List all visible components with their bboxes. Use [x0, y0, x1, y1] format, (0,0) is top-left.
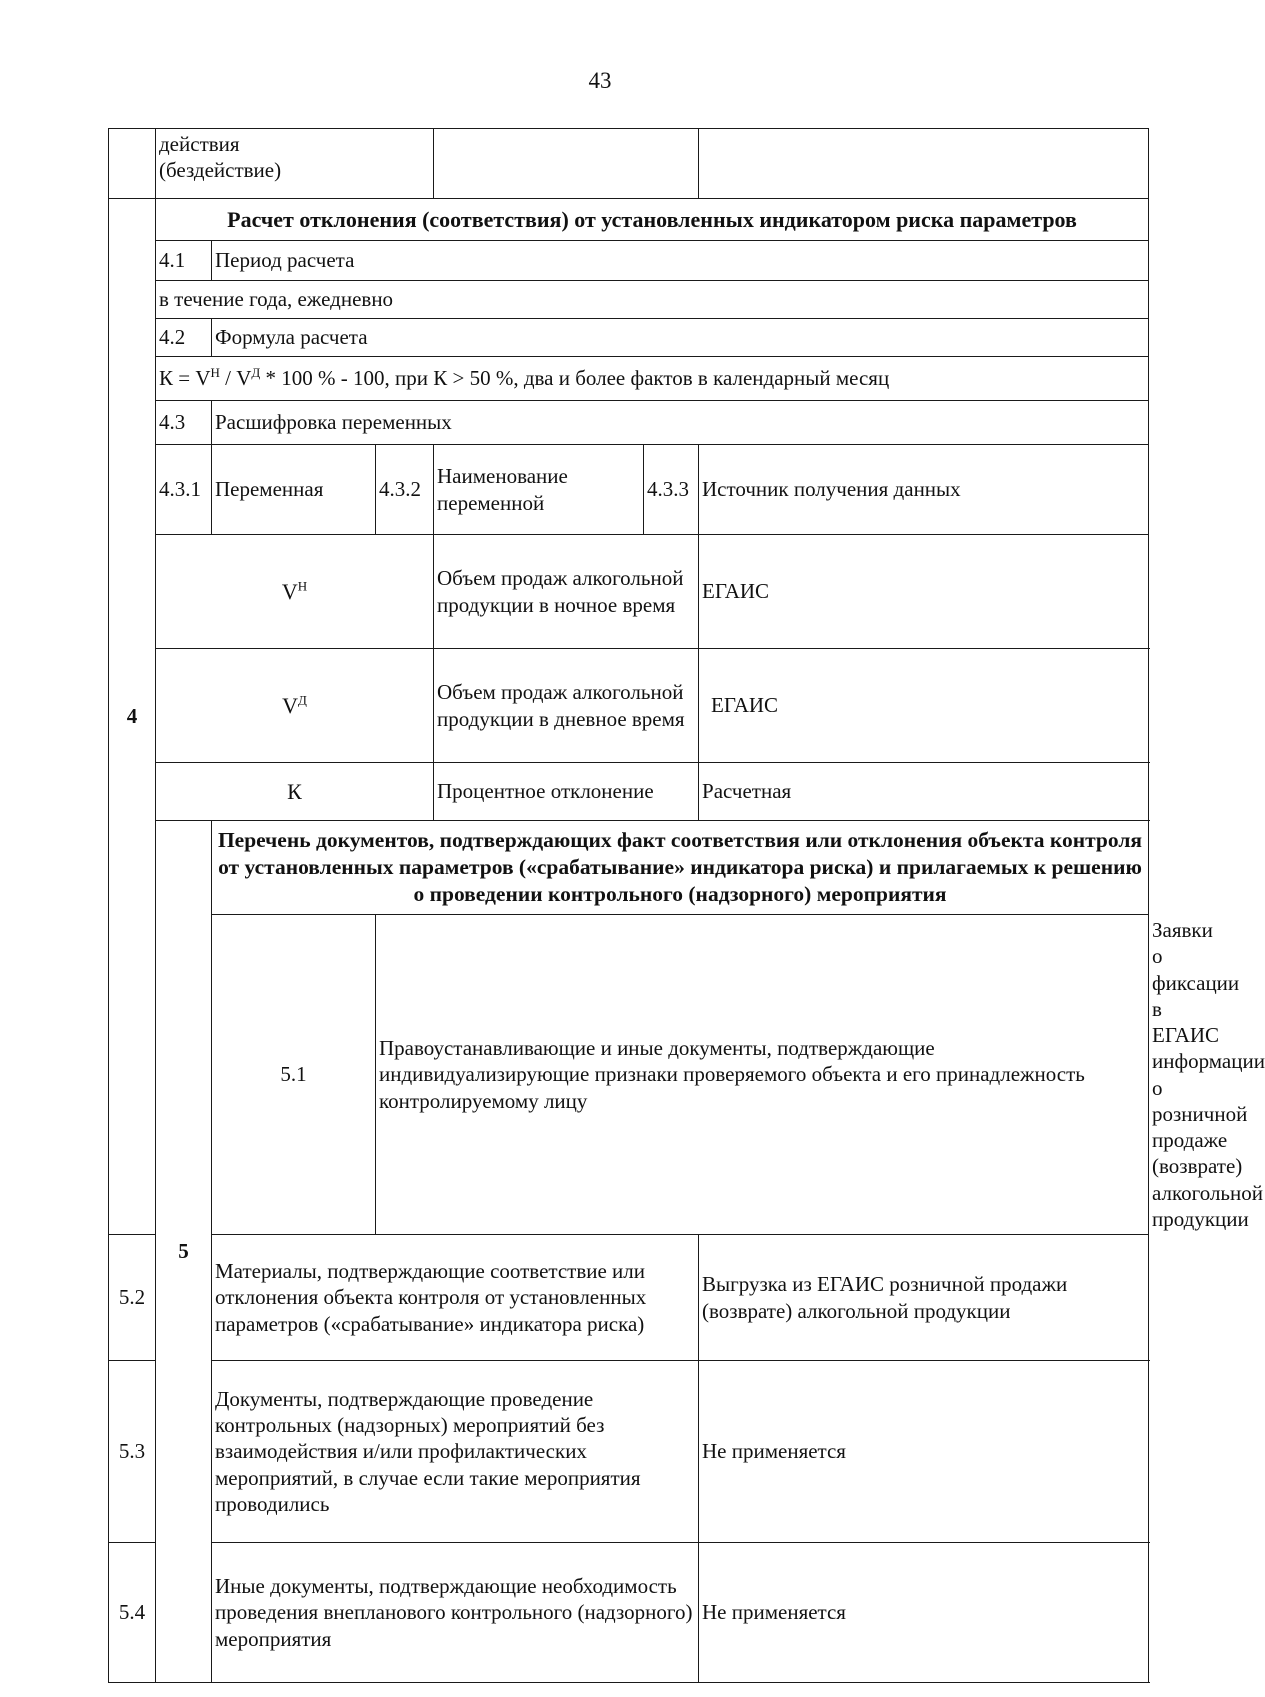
- indicator-table: [108, 128, 1265, 1683]
- variable-name: Объем продаж алкогольной продукции в дневное время: [434, 649, 699, 763]
- row-4-3-num: 4.3: [156, 401, 212, 445]
- row-4-2-num: 4.2: [156, 319, 212, 357]
- prev-row-empty-cell: [434, 129, 699, 199]
- document-description: Иные документы, подтверждающие необходимость проведения внепланового контрольного (надзорного) мероприятия: [212, 1543, 699, 1683]
- variable-symbol: $V^Д$: [156, 649, 434, 763]
- row-4-2-formula: [109, 357, 1149, 401]
- document-source: Не применяется: [699, 1361, 1149, 1543]
- section4-title-row: [109, 199, 1149, 241]
- document-num: 5.3: [109, 1361, 156, 1543]
- document-row: [109, 1235, 1149, 1361]
- col-4-3-1-num: 4.3.1: [156, 445, 212, 535]
- document-row: [109, 1361, 1149, 1543]
- variable-row: [109, 535, 1149, 649]
- col-4-3-2-num: 4.3.2: [376, 445, 434, 535]
- variable-row: [109, 763, 1149, 821]
- section4-title: Расчет отклонения (соответствия) от установленных индикатором риска параметров: [156, 199, 1149, 241]
- calc-formula: $К = V^Н / V^Д * 100$ % - 100, при К > 50 %, два и более фактов в календарный месяц: [156, 357, 1149, 401]
- document-row: 5.1 Правоустанавливающие и иные документы, подтверждающие индивидуализирующие признаки проверяемого объекта и его принадлежность контролируемому лицу Заявки о фиксации в ЕГАИС информации о розничной продаже (возврате) алкогольной продукции: [109, 915, 1149, 1235]
- variable-source: ЕГАИС: [699, 535, 1149, 649]
- variable-source: Расчетная: [699, 763, 1149, 821]
- document-description: Документы, подтверждающие проведение контрольных (надзорных) мероприятий без взаимодействия и/или профилактических мероприятий, в случае если такие мероприятия проводились: [212, 1361, 699, 1543]
- variable-row: [109, 649, 1149, 763]
- row-4-1: [109, 241, 1149, 281]
- section5-number: 5: [156, 821, 212, 1683]
- row-4-1-num: 4.1: [156, 241, 212, 281]
- variable-name: Объем продаж алкогольной продукции в ночное время: [434, 535, 699, 649]
- row-4-2: [109, 319, 1149, 357]
- variable-symbol: $V^Н$: [156, 535, 434, 649]
- variables-header-row: [109, 445, 1149, 535]
- row-4-1-value: [109, 281, 1149, 319]
- section5-title: Перечень документов, подтверждающих факт соответствия или отклонения объекта контроля от установленных параметров («срабатывание» индикатора риска) и прилагаемых к решению о проведении контрольного (надзорного) мероприятия: [212, 821, 1149, 915]
- row-4-1-label: Период расчета: [212, 241, 1149, 281]
- variable-name: Процентное отклонение: [434, 763, 699, 821]
- col-4-3-3-num: 4.3.3: [644, 445, 699, 535]
- prev-row-number-cell: [109, 129, 156, 199]
- variable-symbol: К: [156, 763, 434, 821]
- prev-row: [109, 129, 1149, 199]
- document-description: Материалы, подтверждающие соответствие или отклонения объекта контроля от установленных параметров («срабатывание» индикатора риска): [212, 1235, 699, 1361]
- document-row: [109, 1543, 1149, 1683]
- prev-row-text: действия (бездействие): [156, 129, 434, 199]
- section5-title-row: [109, 821, 1149, 915]
- document-description: Правоустанавливающие и иные документы, подтверждающие индивидуализирующие признаки проверяемого объекта и его принадлежность контролируемому лицу: [376, 915, 1149, 1235]
- row-4-2-label: Формула расчета: [212, 319, 1149, 357]
- section4-number: 4: [109, 199, 156, 1235]
- calc-period-value: в течение года, ежедневно: [156, 281, 1149, 319]
- document-source: Не применяется: [699, 1543, 1149, 1683]
- document-source: Выгрузка из ЕГАИС розничной продажи (возврате) алкогольной продукции: [699, 1235, 1149, 1361]
- document-num: 5.2: [109, 1235, 156, 1361]
- row-4-3-label: Расшифровка переменных: [212, 401, 1149, 445]
- col-4-3-2-label: Наименование переменной: [434, 445, 644, 535]
- col-4-3-3-label: Источник получения данных: [699, 445, 1149, 535]
- variable-source: ЕГАИС: [699, 649, 1149, 763]
- document-num: 5.4: [109, 1543, 156, 1683]
- document-num: 5.1: [212, 915, 376, 1235]
- prev-row-empty-cell-2: [699, 129, 1149, 199]
- col-4-3-1-label: Переменная: [212, 445, 376, 535]
- row-4-3: [109, 401, 1149, 445]
- page-number: 43: [588, 68, 612, 93]
